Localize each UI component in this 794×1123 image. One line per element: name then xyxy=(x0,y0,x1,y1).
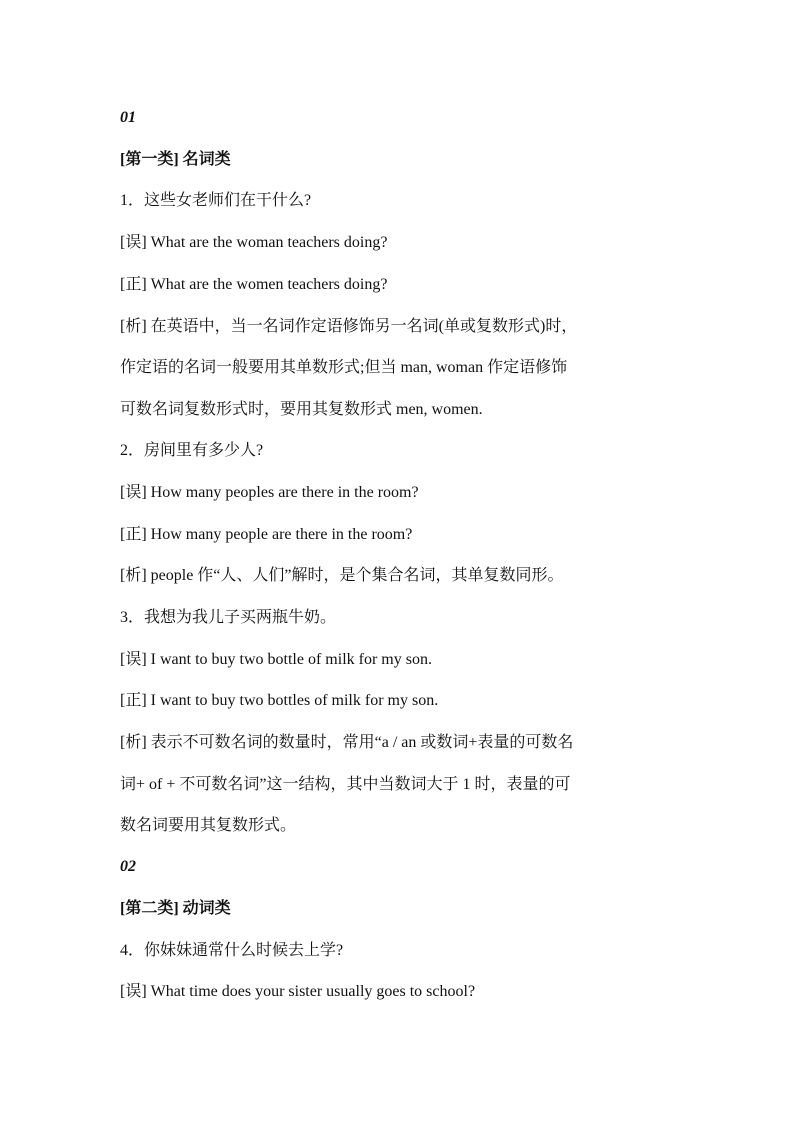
section-heading-verbs: [第二类] 动词类 xyxy=(120,900,231,917)
analysis-3-line-1: [析] 表示不可数名词的数量时，常用“a / an 或数词+表量的可数名 xyxy=(120,734,574,751)
analysis-1-line-3: 可数名词复数形式时，要用其复数形式 men, women. xyxy=(120,401,483,418)
question-4: 4．你妹妹通常什么时候去上学? xyxy=(120,942,344,959)
correct-sentence-3: [正] I want to buy two bottles of milk for my son. xyxy=(120,692,439,709)
section-heading-nouns: [第一类] 名词类 xyxy=(120,151,231,168)
question-1: 1．这些女老师们在干什么? xyxy=(120,192,312,209)
wrong-sentence-1: [误] What are the woman teachers doing? xyxy=(120,234,388,251)
analysis-1-line-2: 作定语的名词一般要用其单数形式;但当 man, woman 作定语修饰 xyxy=(120,359,568,376)
question-3: 3．我想为我儿子买两瓶牛奶。 xyxy=(120,609,337,626)
analysis-3-line-3: 数名词要用其复数形式。 xyxy=(120,817,297,834)
correct-sentence-1: [正] What are the women teachers doing? xyxy=(120,276,388,293)
section-number-01: 01 xyxy=(120,109,136,126)
correct-sentence-2: [正] How many people are there in the room? xyxy=(120,526,413,543)
wrong-sentence-2: [误] How many peoples are there in the room? xyxy=(120,484,419,501)
section-number-02: 02 xyxy=(120,858,136,875)
wrong-sentence-3: [误] I want to buy two bottle of milk for my son. xyxy=(120,651,432,668)
analysis-1-line-1: [析] 在英语中，当一名词作定语修饰另一名词(单或复数形式)时， xyxy=(120,318,578,335)
question-2: 2．房间里有多少人? xyxy=(120,442,264,459)
wrong-sentence-4: [误] What time does your sister usually goes to school? xyxy=(120,983,476,1000)
analysis-3-line-2: 词+ of + 不可数名词”这一结构，其中当数词大于 1 时，表量的可 xyxy=(120,776,571,793)
analysis-2-line-1: [析] people 作“人、人们”解时，是个集合名词，其单复数同形。 xyxy=(120,567,564,584)
